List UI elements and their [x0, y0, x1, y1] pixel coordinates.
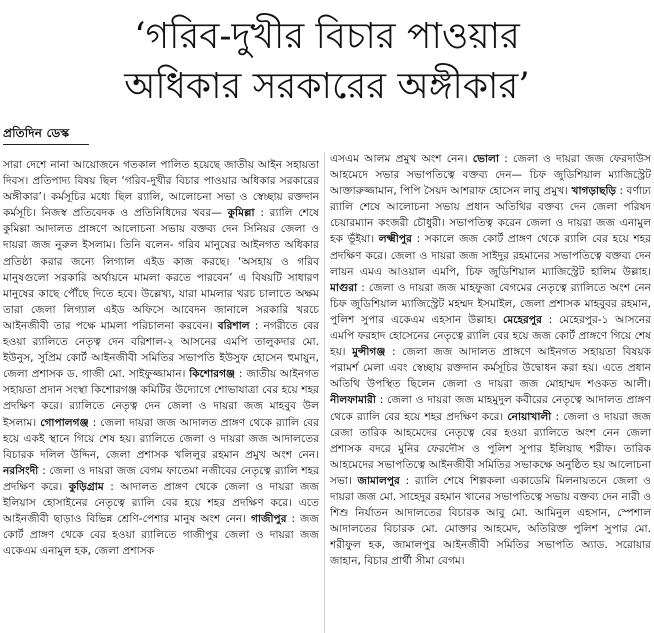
right-text-run: : জেলা জজ আদালত প্রাঙ্গণে আইনগত সহায়তা বিষয়ক পরামর্শ মেলা এবং স্বেচ্ছায় রক্তদান কর্মসূচির উদ্বোধন করা হয়। এতে প্রধান অতিথি উপস্থিত ছিলেন জেলা ও দায়রা জজ মোহাম্মদ শওকত আলী।	[330, 346, 651, 391]
right-text-run: : মেহেরপুর-১ আসনের এমপি ফরহাদ হোসেনের নেতৃত্বে র‌্যালি বের হয়ে জজ কোর্ট প্রাঙ্গণে গিয়ে শেষ হয়।	[330, 313, 651, 359]
left-text-run: : জেলা দায়রা জজ আদালত প্রাঙ্গণ থেকে র‌্যালি বের হয়ে একই স্থানে গিয়ে শেষ হয়। র‌্যালিতে জেলা ও দায়রা জজ আদালতের বিচারক দলিল উদ্দিন, জেলা প্রশাসক খলিলুর রহমান প্রমুখ অংশ নেন।	[3, 416, 319, 461]
right-location-label: খাগড়াছড়ি	[571, 185, 617, 198]
article-column-left	[3, 157, 319, 633]
left-text-run: : র‌্যালি শেষে কুমিল্লা আদালত প্রাঙ্গণে আলোচনা সভায় বক্তব্য দেন সিনিয়র জেলা ও দায়রা জজ নুরুল ইসলাম। তিনি বলেন- গরিব মানুষের আইনগত অধিকার প্রতিষ্ঠা করার জন্যে লিগ্যাল এইড কাজ করছে। ‘অসহায় ও গরিব মানুষগুলো সরকারি অর্থায়নে মামলা করতে পারবেন’ এ বিষয়টি সাধারণ মানুষের কাছে পৌঁছে দিতে হবে। উল্লেখ্য, যারা মামলার খরচ চালাতে অক্ষম তারা জেলা লিগ্যাল এইড অফিসে আবেদন জানালে সরকারি খরচে আইনজীবী তার পক্ষে মামলা পরিচালনা করবেন।	[3, 207, 319, 332]
headline	[0, 0, 654, 122]
right-text-run: : র‌্যালি শেষে শিল্পকলা একাডেমি মিলনায়তনে জেলা ও দায়রা জজ মো. সাহেদুর রহমান খানের সভাপতিত্বে সভায় বক্তব্য দেন নারী ও শিশু নির্যাতন আদালতের বিচারক আবু মো. আমিনুল এহসান, স্পেশাল আদালতের বিচারক মো. মোক্তার আহমেদ, অতিরিক্ত পুলিশ সুপার মো. শরীফুল হক, জামালপুর আইনজীবী সমিতির সভাপতি অ্যাড. সরোয়ার জাহান, বিচার প্রার্থী সীমা বেগম।	[330, 474, 651, 568]
right-location-label: মুন্সীগঞ্জ	[352, 346, 386, 359]
right-location-label: মাগুরা	[330, 281, 358, 294]
right-location-label: ভোলা	[472, 153, 500, 165]
headline-line-1: ‘গরিব-দুখীর বিচার পাওয়ার	[134, 16, 520, 57]
right-text-run: : জেলা ও দায়রা জজ রেজা তারিক আহমেদের নেতৃত্বে বের হওয়া র‌্যালিতে অংশ নেন জেলা প্রশাসক বদরে মুনির ফেরদৌস ও পুলিশ সুপার ইলিয়াছ শরীফ। তারিক আহমেদের সভাপতিত্বে আইনজীবী সমিতির সভাকক্ষে অনুষ্ঠিত হয় আলোচনা সভা।	[330, 410, 651, 487]
article-body-left	[3, 157, 319, 559]
left-location-label: কিশোরগঞ্জ	[189, 368, 236, 381]
left-location-label: গাজীপুর	[250, 513, 287, 526]
left-text-run: : নগরীতে বের হওয়া র‌্যালিতে নেতৃত্ব দেন বরিশাল-২ আসনের এমপি তালুকদার মো. ইউনুস, সুপ্রিম কোর্ট আইনজীবী সমিতির সভাপতি ইউসুফ হোসেন হুমায়ুন, জেলা প্রশাসক ড. গাজী মো. সাইফুজ্জামান।	[3, 319, 319, 381]
headline-line-2: অধিকার সরকারের অঙ্গীকার’	[124, 66, 530, 107]
left-location-label: কুড়িগ্রাম	[68, 480, 104, 493]
right-location-label: নীলফামারী	[330, 394, 376, 407]
left-location-label: কুমিল্লা	[227, 207, 255, 220]
left-text-run: : জাতীয় আইনগত সহায়তা প্রদান সংস্থা কিশোরগঞ্জ কমিটির উদ্যোগে শোভাযাত্রা বের হয়ে শহর প্রদক্ষিণ করে। র‌্যালিতে নেতৃত্ব দেন জেলা ও দায়রা জজ মাহবুব উল ইসলাম।	[3, 368, 319, 429]
left-text-run: : জজ কোর্ট প্রাঙ্গণ থেকে বের হওয়া র‌্যালিতে গাজীপুর জেলা ও দায়রা জজ একেএম এনামুল হক, জেলা প্রশাসক	[3, 513, 319, 558]
left-location-label: বরিশাল	[217, 319, 250, 332]
right-location-label: মেহেরপুর	[503, 313, 542, 326]
right-location-label: জামালপুর	[357, 474, 400, 487]
left-text-run: সারা দেশে নানা আয়োজনে গতকাল পালিত হয়েছে জাতীয় আইন সহায়তা দিবস। প্রতিপাদ্য বিষয় ছিল ‘গরিব-দুখীর বিচার পাওয়ার অধিকার সরকারের অঙ্গীকার’। কর্মসূচির মধ্যে ছিল র‌্যালি, আলোচনা সভা ও স্বেচ্ছায় রক্তদান কর্মসূচি। নিজস্ব প্রতিবেদক ও প্রতিনিধিদের খবর—	[3, 159, 319, 220]
right-text-run: : বর্ণাঢ্য র‌্যালি শেষে আলোচনা সভায় প্রধান অতিথির বক্তব্য দেন জেলা পরিষদ চেয়ারম্যান কংজরী চৌধুরী। সভাপতিত্ব করেন জেলা ও দায়রা জজ এনামুল হক ভূঁইয়া।	[330, 185, 651, 246]
column-divider	[324, 152, 325, 633]
right-text-run: এসএম আলম প্রমুখ অংশ নেন।	[330, 153, 473, 165]
right-text-run: : জেলা ও দায়রা জজ ফেরদাউস আহমেদে সভার সভাপতিত্বে বক্তব্য দেন— চিফ জুডিশিয়াল ম্যাজিস্ট্রেট আক্তারুজ্জামান, পিপি সৈয়দ আশরাফ হোসেন লাবু প্রমুখ।	[330, 153, 651, 198]
left-text-run: : আদালত প্রাঙ্গণ থেকে জেলা ও দায়রা জজ ইলিয়াস হোসাইনের নেতৃত্বে র‌্যালি বের হয়ে শহর প্রদক্ষিণ করে। এতে আইনজীবী ছাড়াও বিভিন্ন শ্রেণি-পেশার মানুষ অংশ নেন।	[3, 480, 319, 526]
right-location-label: নোয়াখালী	[507, 410, 552, 423]
left-location-label: নরসিংদী	[3, 464, 39, 477]
left-text-run: : জেলা ও দায়রা জজ বেগম ফাতেমা নজীবের নেতৃত্বে র‌্যালি শহর প্রদক্ষিণ করে।	[3, 464, 319, 493]
article-column-right	[330, 151, 651, 633]
right-text-run: : সকালে জজ কোর্ট প্রাঙ্গণ থেকে র‌্যালি বের হয়ে শহর প্রদক্ষিণ করে। জেলা ও দায়রা জজ সাইদুর রহমানের সভাপতিত্বে বক্তব্য দেন লায়ন এমএ আওয়াল এমপি, চিফ জুডিশিয়াল ম্যাজিস্ট্রেট হালিম উল্লাহ।	[330, 233, 651, 278]
article-body-right	[330, 151, 651, 569]
byline-underline	[3, 144, 89, 145]
right-text-run: : জেলা ও দায়রা জজ মাহফুজা বেগমের নেতৃত্বে র‌্যালিতে অংশ নেন চিফ জুডিশিয়াল ম্যাজিস্ট্রেট মহম্মদ ইসমাইল, জেলা প্রশাসক মাহবুবর রহমান, পুলিশ সুপার একেএম এহসান উল্লাহ।	[330, 281, 651, 326]
byline: প্রতিদিন ডেস্ক	[3, 126, 70, 140]
right-location-label: লক্ষ্মীপুর	[378, 233, 412, 246]
right-text-run: : জেলা ও দায়রা জজ মাহমুদুল কবীরের নেতৃত্বে আদালত প্রাঙ্গণ থেকে র‌্যালি বের হয়ে শহর প্রদক্ষিণ করে।	[330, 394, 651, 423]
left-location-label: গোপালগঞ্জ	[40, 416, 89, 429]
